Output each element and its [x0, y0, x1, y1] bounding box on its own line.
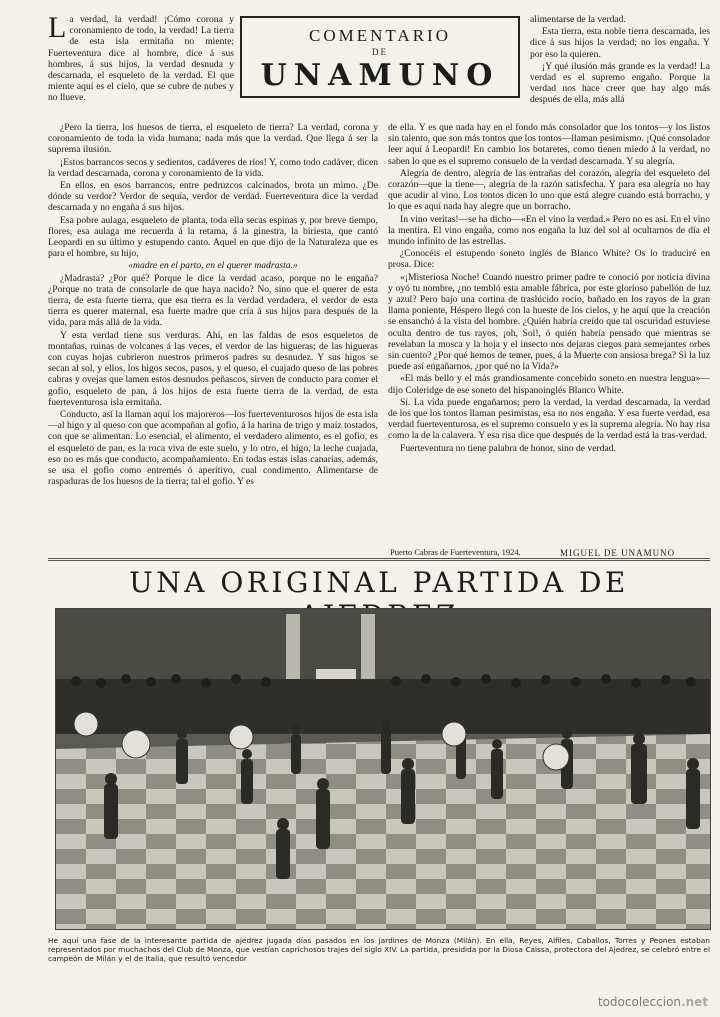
article-title-box [240, 16, 520, 98]
photo-illustration [56, 609, 710, 929]
chess-game-photo [55, 608, 711, 930]
paragraph: ¿Pero la tierra, los huesos de tierra, el esqueleto de tierra? La verdad, corona y coronamiento de toda la vida humana; nada más que la verdad. Que llega á ser la suprema ilusión. [48, 122, 378, 156]
watermark-domain: .net [681, 995, 708, 1009]
column-left-body [48, 122, 378, 554]
paragraph: alimentarse de la verdad. [530, 14, 626, 25]
paragraph: Esa pobre aulaga, esqueleto de planta, toda ella secas espinas y, por breve tiempo, flores, esa aulaga me recuerda á la retama, á la ginestra, la biriesta, que cantó Leopardi en su último y estupendo canto. Aquel en que dijo de la Naturaleza que es para el hombre, su hijo, [48, 214, 378, 260]
quote-line: «madre en el parto, en el querer madrasta.» [128, 260, 298, 272]
paragraph: «¡Misteriosa Noche! Cuando nuestro primer padre te conoció por noticia divina y oyó tu nombre, ¿no tembló esta amable fábrica, por este glorioso pabellón de luz y azul? Pero bajo una cortina de traslúcido rocío, bañado en los rayos de la gran llama poniente, Héspero llegó con la hueste de los cielos, y he aquí que la creación se ensanchó á la vista del hombre. ¿Quién habría creído que tal oscuridad estuviese oculta dentro de tus rayos, ¡oh, Sol!, ó quién habría pensado que mientras se revelaban la mosca y la hoja y el insecto nos dejaras ciegos para semejantes orbes sin cuento? ¿Por qué hemos de temer, pues, á la Muerte con ansiosa brega? Si la luz puede así engañarnos, ¿por qué no la Vida?» [388, 271, 710, 373]
paragraph: Fuerteventura no tiene palabra de honor, sino de verdad. [400, 442, 616, 454]
dateline: Puerto Cabras de Fuerteventura, 1924. [390, 547, 521, 557]
photo-caption: He aquí una fase de la interesante partida de ajedrez jugada días pasados en los jardines de Monza (Milán). En ella, Reyes, Alfiles, Caballos, Torres y Peones estaban representados por muchachos del Club de Monza, que vestían caprichosos trajes del siglo XIV. La partida, presidida por la Diosa Caissa, protectora del Ajedrez, se celebró entre el campeón de Milán y el de Italia, que resultó vencedor [48, 936, 710, 963]
paragraph: ¿Madrasta? ¿Por qué? Porque le dice la verdad acaso, porque no le engaña? ¿Porque no trata de consolarle de que haya nacido? No, sino que el querer de esta tierra, de esta fuerte tierra, que esa tierra es la verdad verdadera, el verdor de esta tierra es querer maternal, esa fuerte madre que cría á sus hijos para después de la vida, para más allá de la vida. [48, 272, 378, 329]
column-right-body [388, 122, 710, 544]
paragraph: Y esta verdad tiene sus verduras. Ahí, en las faldas de esos esqueletos de montañas, ruinas de volcanes á las veces, el verdor de las higueras; de las higueras con cuyas hojas cubrieron nuestros primeros padres su desnudez. Y sus higos se secan al sol, y ellos, los higos secos, pasos, y el queso, el cuajado queso de las pobres cabras y ovejas que lamen estos desnudos peñascos, sirven de conducto para comer el gofio, esqueleto de pan, á los hijos de esta fuerte tierra de la verdad, de esta fuerteventurosa isla ermitaña. [48, 329, 378, 408]
title-line-1: COMENTARIO [309, 26, 451, 45]
paragraph: «El más bello y el más grandiosamente concebido soneto en nuestra lengua»—dijo Coleridge de ese soneto del hispanoinglés Blanco White. [388, 373, 710, 396]
article-opening: La verdad, la verdad! ¡Cómo corona y coronamiento de todo, la verdad! La tierra de esta isla ermitaña no miente; Fuerteventura dice al hombre, dice á sus hombres, á sus hijos, la verdad desnuda y descarnada, el esqueleto de la verdad. El que miente aquí es el cielo, que se cubre de nubes y no llueve. [48, 14, 234, 104]
drop-cap: L [48, 14, 67, 44]
site-watermark [598, 995, 708, 1009]
paragraph: Conducto, así la llaman aquí los majoreros—los fuerteventurosos hijos de esta isla—al higo y al queso con que acompañan al gofio, á la harina de trigo y maíz tostados, con que se alimentan. Lo esencial, el alimento, el verdadero alimento, es el gofio, es el esqueleto de pan, es la roca viva de este suelo, y lo otro, el higo, la leche cuajada, eso no es más que conducto, acompañamiento. En todas estas islas canarias, además, se usa el gofio como entremés ó aperitivo, cual condimento. Alimentarse de raspaduras de los huesos de la tierra; tal el gofio. Y es [48, 409, 378, 488]
photo-headline: UNA ORIGINAL PARTIDA DE [129, 566, 629, 599]
watermark-brand: todocoleccion [597, 995, 682, 1009]
paragraph: ¿Conocéis el estupendo soneto inglés de Blanco White? Os lo traduciré en prosa. Dice: [388, 248, 710, 271]
column-left-top [48, 14, 234, 122]
paragraph: Esta tierra, esta noble tierra descarnada, les dice á sus hijos la verdad; no los engaña. Y por eso la quieren. [530, 26, 710, 60]
paragraph: Sí. La vida puede engañarnos; pero la verdad, la verdad descarnada, la verdad de los que los tontos llaman pesimistas, esa no nos engaña. Y esa fuerte verdad, esa verdad fuerteventurosa, es el supremo consuelo y es la suprema alegría. No hay risa como la de la calavera. Y esa risa dice que después de la verdad está la tras-verdad. [388, 396, 710, 442]
paragraph: En ellos, en esos barrancos, entre pedruzcos calcinados, brota un mimo. ¿De dónde su verdor? Verdor de sequía, verdor de verdad. Fuerteventura dice la verdad descarnada y no engaña á sus hijos. [48, 180, 378, 214]
paragraph: ¡Estos barrancos secos y sedientos, cadáveres de ríos! Y, como todo cadáver, dicen la verdad descarnada, corona y coronamiento de la vida. [48, 156, 378, 179]
paragraph: In vino veritas!—se ha dicho—«En el vino la verdad.» Pero no es así. En el vino la mentira. El vino engaña, como nos engaña la luz del sol al ocultarnos de día el mundo infinito de las estrellas. [388, 213, 710, 248]
column-right-top [530, 14, 710, 122]
title-line-2: DE [372, 47, 388, 57]
paragraph: Alegría de dentro, alegría de las entrañas del corazón, alegría del esqueleto del corazón—que la tiene—, alegría de la razón satisfecha. Y para esa alegría no hay que acudir al vino. Los tontos dicen lo uno que está alegre cuando está borracho, y lo que es aquí nada hay alegre que un borracho. [388, 167, 710, 213]
paragraph: de ella. Y es que nada hay en el fondo más consolador que los tontos—y los listos sin talento, que son más tontos que los tontos—llaman pesimismo. ¡Qué consolador leer aquí á Leopardi! En cambio los botaretes, como tienen miedo á la verdad, no saben lo que es el supremo consuelo de la verdad descarnada. Y su alegría. [388, 122, 710, 167]
author-signature: MIGUEL DE UNAMUNO [560, 548, 676, 558]
section-divider [48, 558, 710, 561]
paragraph: ¡Y qué ilusión más grande es la verdad! La verdad es el supremo engaño. Porque la verdad nos hace creer que hay algo más después de ella, más allá [530, 60, 710, 106]
title-line-3: UNAMUNO [260, 58, 500, 93]
